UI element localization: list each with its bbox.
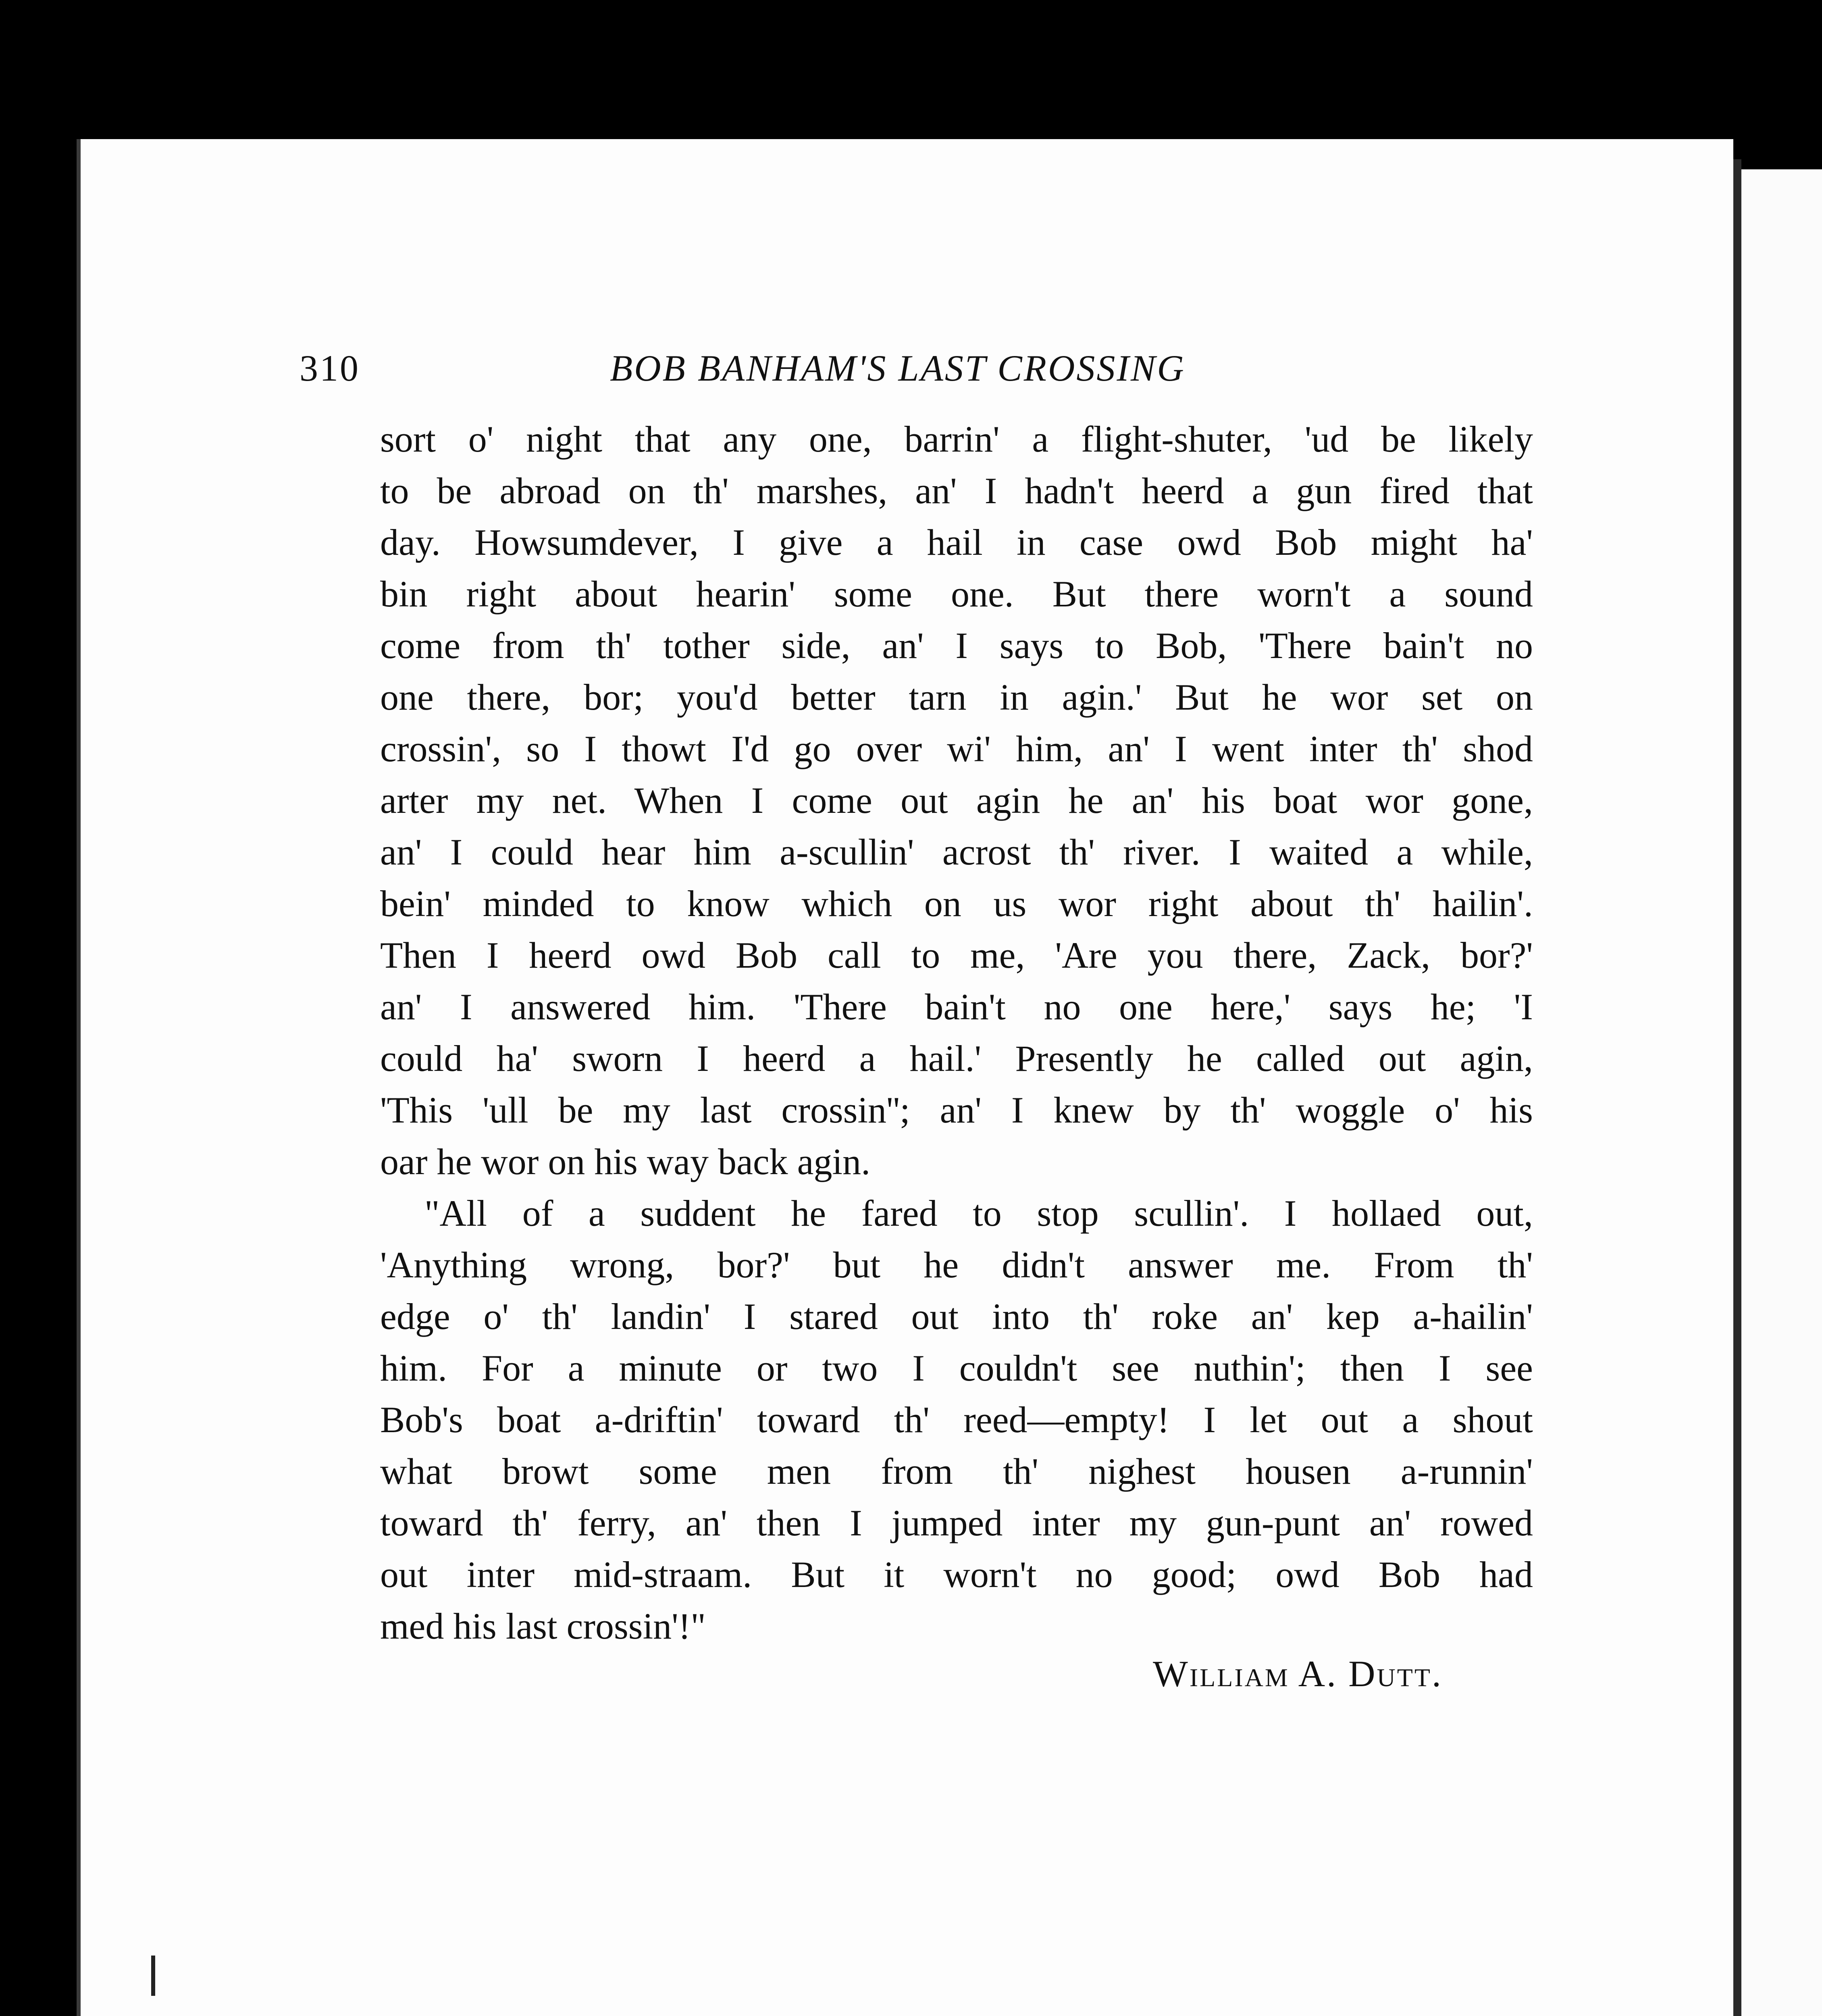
page-header bbox=[300, 339, 1444, 399]
author-signature: William A. Dutt. bbox=[1153, 1653, 1443, 1694]
text-line: him. For a minute or two I couldn't see nuthin'; then I see bbox=[380, 1347, 1533, 1389]
text-line: an' I answered him. 'There bain't no one here,' says he; 'I bbox=[380, 986, 1533, 1027]
text-line: 'Anything wrong, bor?' but he didn't answer me. From th' bbox=[380, 1244, 1533, 1285]
running-title: BOB BANHAM'S LAST CROSSING bbox=[610, 348, 1186, 389]
text-line: Then I heerd owd Bob call to me, 'Are you there, Zack, bor?' bbox=[380, 935, 1533, 976]
text-line: come from th' tother side, an' I says to Bob, 'There bain't no bbox=[380, 625, 1533, 666]
text-line: what browt some men from th' nighest housen a-runnin' bbox=[380, 1451, 1533, 1492]
text-line: day. Howsumdever, I give a hail in case owd Bob might ha' bbox=[380, 522, 1533, 563]
text-line: bin right about hearin' some one. But there worn't a sound bbox=[380, 573, 1533, 614]
text-line: edge o' th' landin' I stared out into th' roke an' kep a-hailin' bbox=[380, 1296, 1533, 1337]
text-line: oar he wor on his way back agin. bbox=[380, 1141, 871, 1182]
page-number: 310 bbox=[300, 348, 360, 389]
scan-mark bbox=[151, 1956, 155, 1996]
text-line: "All of a suddent he fared to stop scullin'. I hollaed out, bbox=[424, 1193, 1533, 1234]
text-line: bein' minded to know which on us wor right about th' hailin'. bbox=[380, 883, 1533, 924]
text-line: med his last crossin'!" bbox=[380, 1606, 706, 1647]
text-line: toward th' ferry, an' then I jumped inter my gun-punt an' rowed bbox=[380, 1502, 1533, 1543]
text-line: Bob's boat a-driftin' toward th' reed—empty! I let out a shout bbox=[380, 1399, 1533, 1440]
text-line: 'This 'ull be my last crossin''; an' I knew by th' woggle o' his bbox=[380, 1089, 1533, 1131]
text-line: out inter mid-straam. But it worn't no good; owd Bob had bbox=[380, 1554, 1533, 1595]
text-line: to be abroad on th' marshes, an' I hadn't heerd a gun fired that bbox=[380, 470, 1533, 511]
text-line: one there, bor; you'd better tarn in agin.' But he wor set on bbox=[380, 677, 1533, 718]
text-line: could ha' sworn I heerd a hail.' Presently he called out agin, bbox=[380, 1038, 1533, 1079]
adjacent-page-sliver bbox=[1741, 169, 1822, 2016]
text-line: arter my net. When I come out agin he an' his boat wor gone, bbox=[380, 780, 1533, 821]
page-gutter-edge bbox=[1733, 159, 1741, 2016]
text-line: an' I could hear him a-scullin' acrost th' river. I waited a while, bbox=[380, 831, 1533, 873]
text-line: sort o' night that any one, barrin' a flight-shuter, 'ud be likely bbox=[380, 419, 1533, 460]
text-line: crossin', so I thowt I'd go over wi' him, an' I went inter th' shod bbox=[380, 728, 1533, 769]
body-text bbox=[380, 413, 1533, 1652]
